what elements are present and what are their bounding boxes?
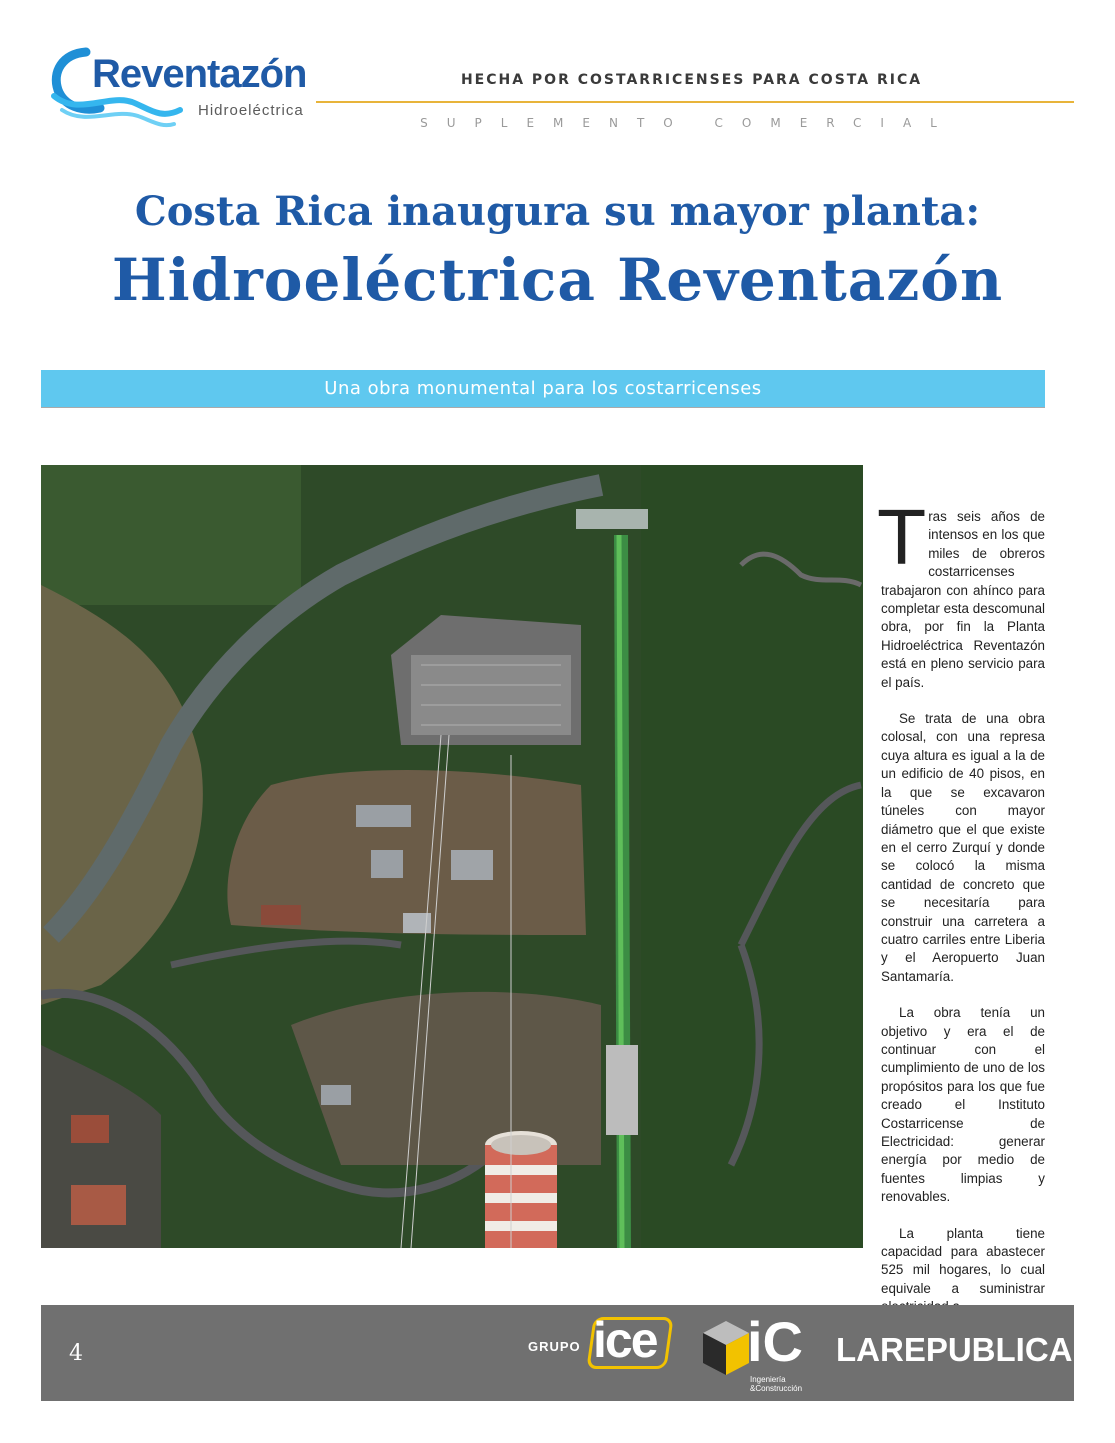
article-paragraph: La obra tenía un objetivo y era el de continuar con el cumplimiento de uno de los propósitos para los que fue creado el Instituto Costarricense de Electricidad: generar energía por medio de fuentes limpias y renovables.	[881, 1005, 1045, 1205]
drop-cap: T	[879, 496, 925, 582]
subheading-banner	[41, 370, 1045, 408]
header-divider	[316, 101, 1074, 103]
reventazon-logo	[48, 46, 318, 130]
paragraph-text: ras seis años de intensos en los que miles de obreros costarricenses trabajaron con ahínco para completar esta descomunal obra, por fin la Planta Hidroeléctrica Reventazón está en pleno servicio para el país.	[881, 509, 1045, 690]
ice-logo-text: ice	[593, 1312, 657, 1368]
header-tagline: HECHA POR COSTARRICENSES PARA COSTA RICA	[460, 72, 923, 88]
ic-subtitle-line: Ingeniería	[750, 1375, 786, 1384]
logo-name: Reventazón	[92, 52, 307, 96]
article-paragraph	[879, 496, 1045, 692]
aerial-photo	[41, 465, 863, 1248]
aerial-photo-illustration	[41, 465, 863, 1248]
headline-line-1: Costa Rica inaugura su mayor planta:	[134, 188, 981, 235]
ic-logo-text: iC	[747, 1310, 803, 1373]
supplement-label: SUPLEMENTO COMERCIAL	[420, 116, 956, 130]
logo-subtitle: Hidroeléctrica	[198, 102, 304, 119]
cube-icon	[701, 1319, 751, 1379]
ic-subtitle-line: &Construcción	[750, 1384, 803, 1393]
subheading-text: Una obra monumental para los costarricenses	[324, 378, 762, 399]
ic-logo-subtitle	[750, 1375, 802, 1393]
headline-line-2: Hidroeléctrica Reventazón	[111, 246, 1004, 314]
article-paragraph: Se trata de una obra colosal, con una represa cuya altura es igual a la de un edificio de 40 pisos, en la que se excavaron túneles con mayor diámetro que el que existe en el cerro Zurquí y donde se colocó la misma cantidad de concreto que se necesitaría para construir una carretera a cuatro carriles entre Liberia y el Aeropuerto Juan Santamaría.	[881, 711, 1045, 984]
page-number: 4	[69, 1341, 83, 1366]
article-paragraph: La planta tiene capacidad para abastecer 525 mil hogares, lo cual equivale a suministrar	[881, 1225, 1045, 1296]
grupo-ice-label: GRUPO	[528, 1339, 581, 1354]
article-body	[879, 496, 1045, 1335]
footer-bar	[41, 1305, 1074, 1401]
la-republica-logo: LAREPUBLICA	[836, 1331, 1073, 1368]
